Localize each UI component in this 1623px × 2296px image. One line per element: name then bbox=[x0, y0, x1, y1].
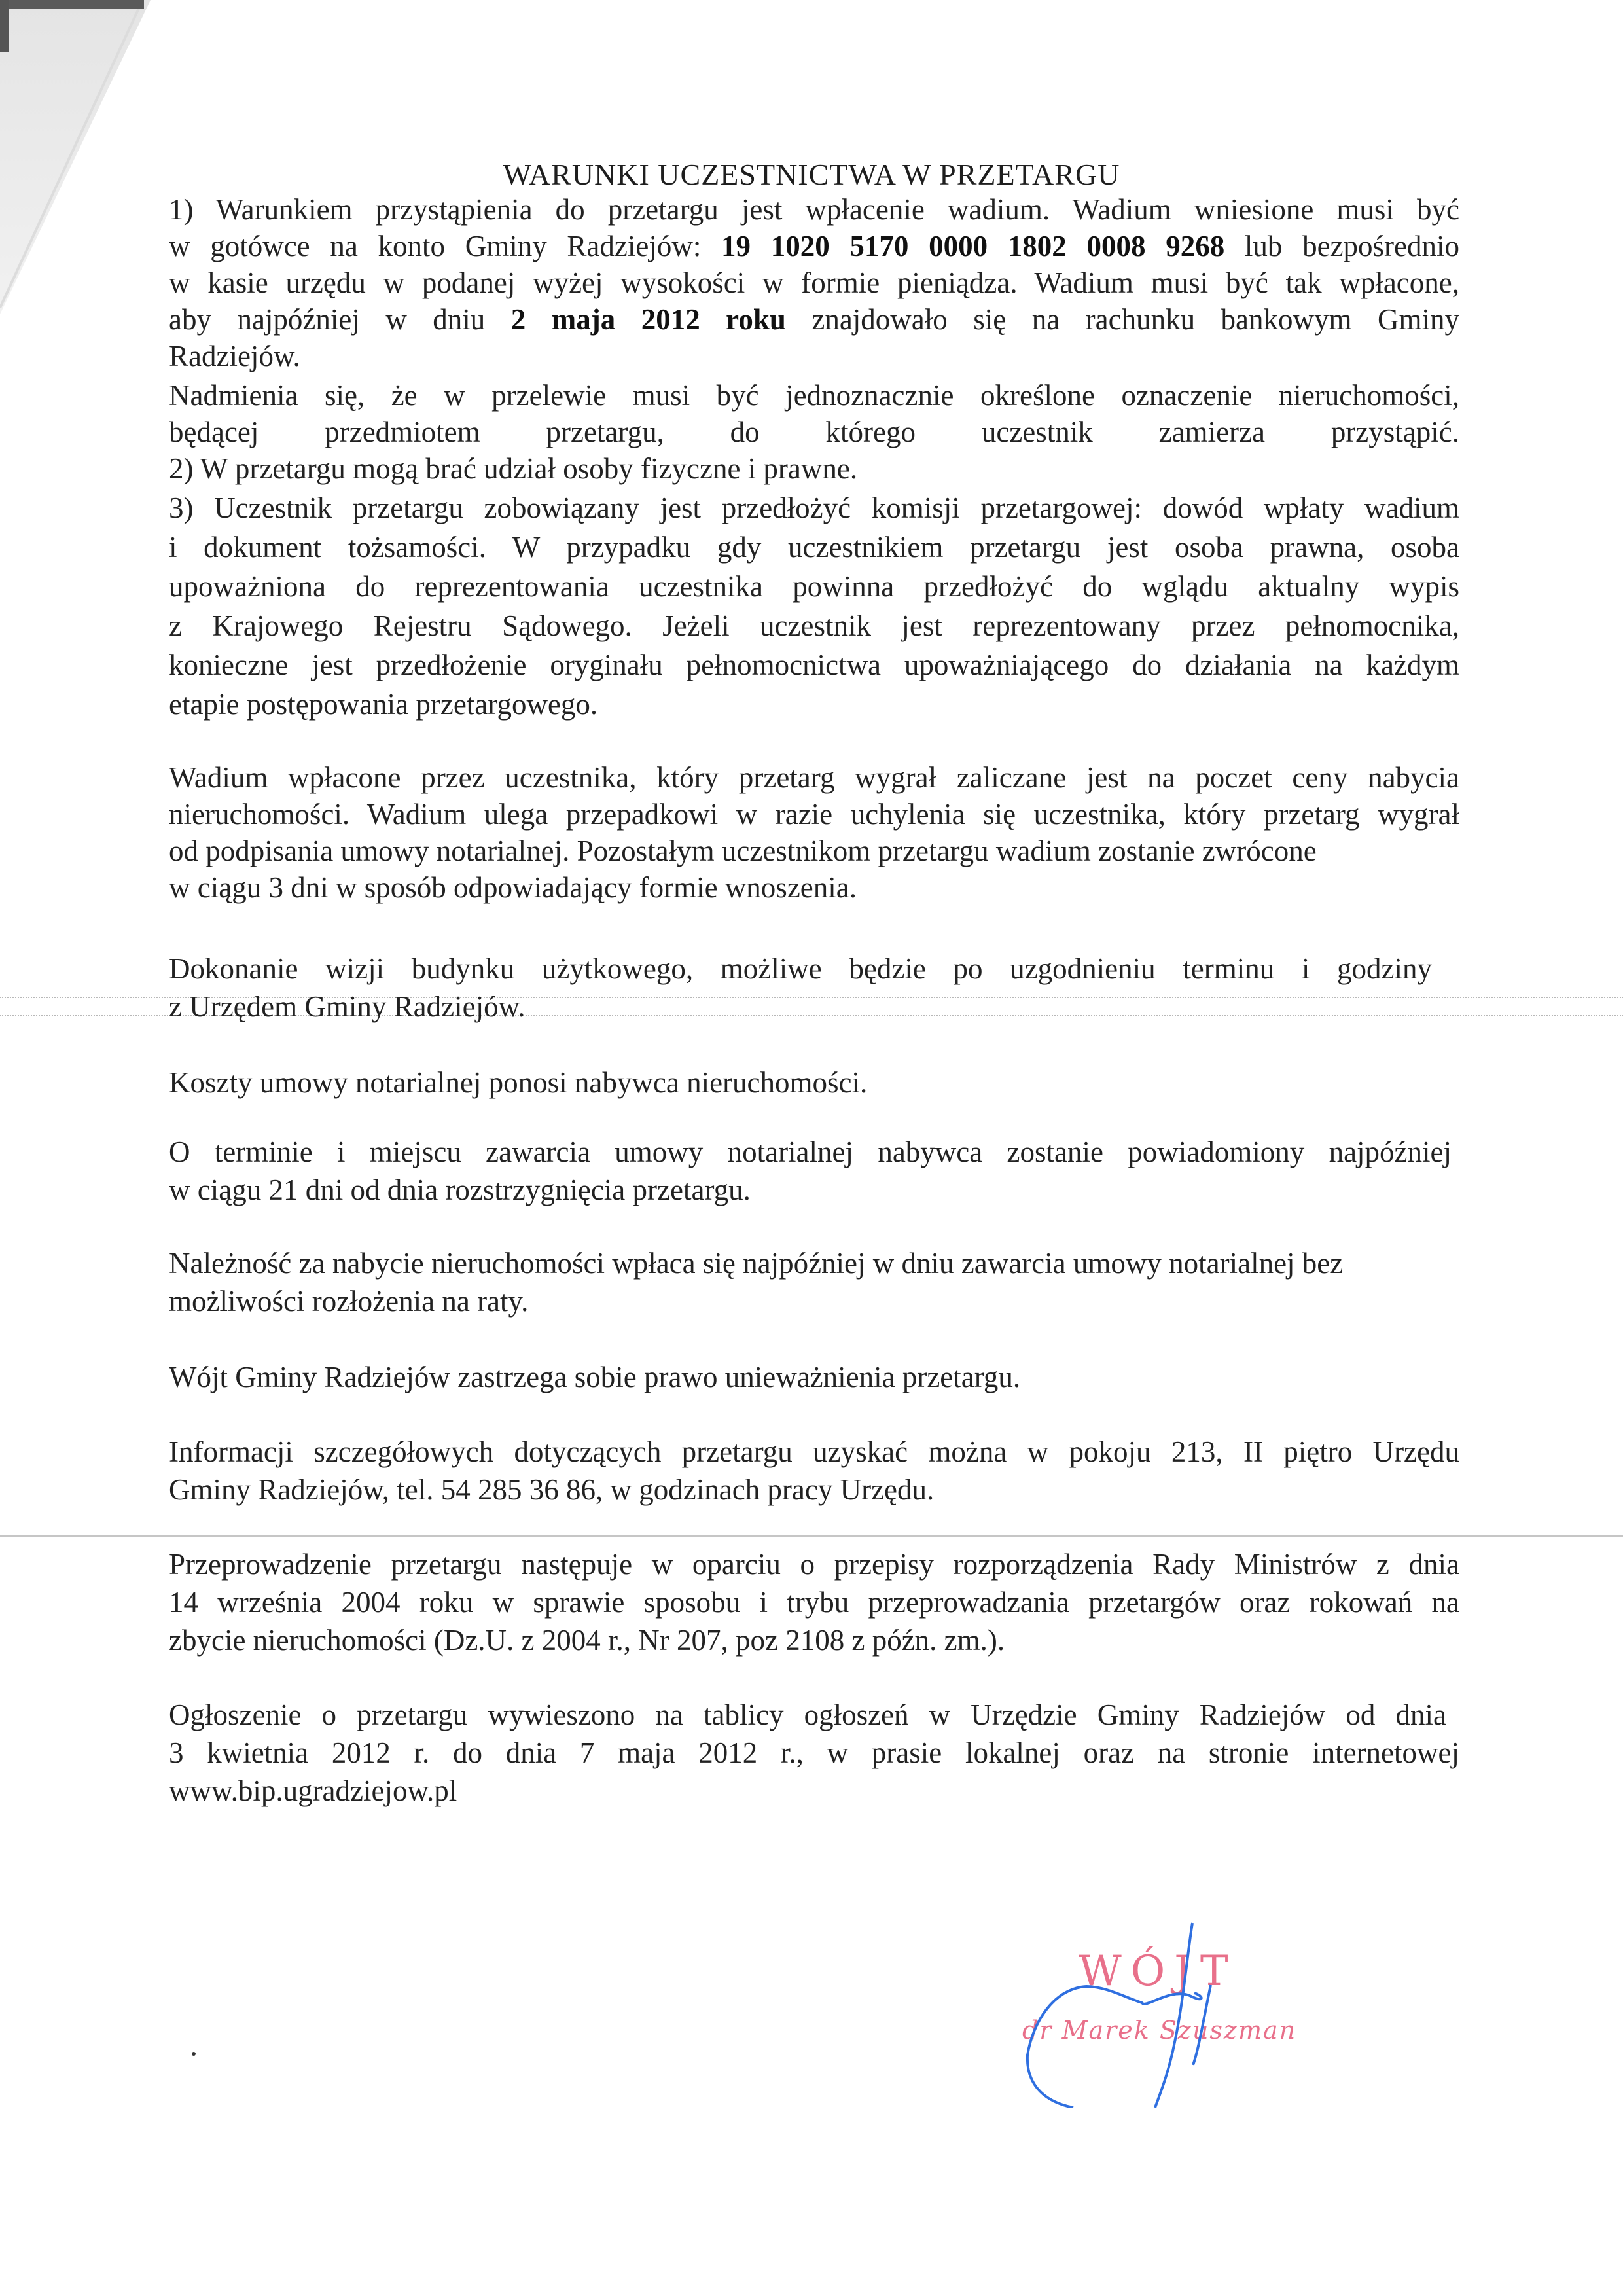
text-line: Radziejów. bbox=[169, 340, 300, 372]
text-line: Dokonanie wizji budynku użytkowego, możliwe będzie po uzgodnieniu terminu i godziny bbox=[169, 952, 1432, 985]
text-line: 3) Uczestnik przetargu zobowiązany jest przedłożyć komisji przetargowej: dowód wpłaty wadium bbox=[169, 492, 1459, 524]
text-line: konieczne jest przedłożenie oryginału pełnomocnictwa upoważniającego do działania na każdym bbox=[169, 649, 1459, 681]
text-line: 1) Warunkiem przystąpienia do przetargu jest wpłacenie wadium. Wadium wniesione musi być bbox=[169, 193, 1459, 226]
cancellation-paragraph: Wójt Gminy Radziejów zastrzega sobie prawo unieważnienia przetargu. bbox=[169, 1361, 1021, 1393]
deadline-date: 2 maja 2012 roku bbox=[510, 303, 786, 336]
stamp-title: WÓJT bbox=[1079, 1947, 1238, 1996]
scan-shadow-left bbox=[0, 0, 9, 52]
text-line: Gminy Radziejów, tel. 54 285 36 86, w godzinach pracy Urzędu. bbox=[169, 1473, 935, 1506]
text-line: Nadmienia się, że w przelewie musi być jednoznacznie określone oznaczenie nieruchomości, bbox=[169, 379, 1459, 412]
text-line: w kasie urzędu w podanej wyżej wysokości w formie pieniądza. Wadium musi być tak wpłacone, bbox=[169, 266, 1459, 299]
text-line: 14 września 2004 roku w sprawie sposobu i trybu przeprowadzania przetargów oraz rokowań na bbox=[169, 1586, 1459, 1619]
text-line: O terminie i miejscu zawarcia umowy notarialnej nabywca zostanie powiadomiony najpóźniej bbox=[169, 1136, 1452, 1168]
text-line: upoważniona do reprezentowania uczestnika powinna przedłożyć do wglądu aktualny wypis bbox=[169, 570, 1459, 603]
text-line: Należność za nabycie nieruchomości wpłaca się najpóźniej w dniu zawarcia umowy notarialnej bez bbox=[169, 1247, 1344, 1280]
text-line: w ciągu 21 dni od dnia rozstrzygnięcia przetargu. bbox=[169, 1174, 751, 1206]
scan-shadow bbox=[0, 0, 144, 9]
signature bbox=[1008, 1911, 1335, 2108]
text-line: w gotówce na konto Gminy Radziejów: 19 1020 5170 0000 1802 0008 9268 lub bezpośrednio bbox=[169, 230, 1460, 262]
stamp-name: dr Marek Szuszman bbox=[1022, 2016, 1297, 2045]
text-line: nieruchomości. Wadium ulega przepadkowi w razie uchylenia się uczestnika, który przetarg wygrał bbox=[169, 798, 1459, 831]
text-line: z Urzędem Gminy Radziejów. bbox=[169, 990, 526, 1023]
text-line: Przeprowadzenie przetargu następuje w oparciu o przepisy rozporządzenia Rady Ministrów z dnia bbox=[169, 1548, 1459, 1581]
text-line: Informacji szczegółowych dotyczących przetargu uzyskać można w pokoju 213, II piętro Urzędu bbox=[169, 1435, 1459, 1468]
text-line: Ogłoszenie o przetargu wywieszono na tablicy ogłoszeń w Urzędzie Gminy Radziejów od dnia bbox=[169, 1698, 1446, 1731]
text-line: od podpisania umowy notarialnej. Pozostałym uczestnikom przetargu wadium zostanie zwrócone bbox=[169, 834, 1317, 867]
bank-account-number: 19 1020 5170 0000 1802 0008 9268 bbox=[721, 230, 1225, 262]
website-link: www.bip.ugradziejow.pl bbox=[169, 1774, 457, 1807]
text-line: 3 kwietnia 2012 r. do dnia 7 maja 2012 r., w prasie lokalnej oraz na stronie internetowej bbox=[169, 1736, 1459, 1769]
text-line: będącej przedmiotem przetargu, do którego uczestnik zamierza przystąpić. bbox=[169, 416, 1459, 448]
text-line: możliwości rozłożenia na raty. bbox=[169, 1285, 529, 1318]
text-line: aby najpóźniej w dniu 2 maja 2012 roku znajdowało się na rachunku bankowym Gminy bbox=[169, 303, 1460, 336]
costs-paragraph: Koszty umowy notarialnej ponosi nabywca nieruchomości. bbox=[169, 1066, 868, 1099]
text-line: zbycie nieruchomości (Dz.U. z 2004 r., Nr 207, poz 2108 z późn. zm.). bbox=[169, 1624, 1005, 1657]
fold-crease bbox=[0, 1535, 1623, 1537]
text-line: Wadium wpłacone przez uczestnika, który przetarg wygrał zaliczane jest na poczet ceny nabycia bbox=[169, 761, 1459, 794]
text-line: i dokument tożsamości. W przypadku gdy uczestnikiem przetargu jest osoba prawna, osoba bbox=[169, 531, 1459, 564]
text-line: w ciągu 3 dni w sposób odpowiadający formie wnoszenia. bbox=[169, 871, 857, 904]
text-line: z Krajowego Rejestru Sądowego. Jeżeli uczestnik jest reprezentowany przez pełnomocnika, bbox=[169, 609, 1459, 642]
paragraph-2: 2) W przetargu mogą brać udział osoby fizyczne i prawne. bbox=[169, 452, 858, 485]
scan-speck bbox=[192, 2052, 196, 2056]
document-title: WARUNKI UCZESTNICTWA W PRZETARGU bbox=[503, 158, 1120, 191]
text-line: etapie postępowania przetargowego. bbox=[169, 688, 598, 721]
